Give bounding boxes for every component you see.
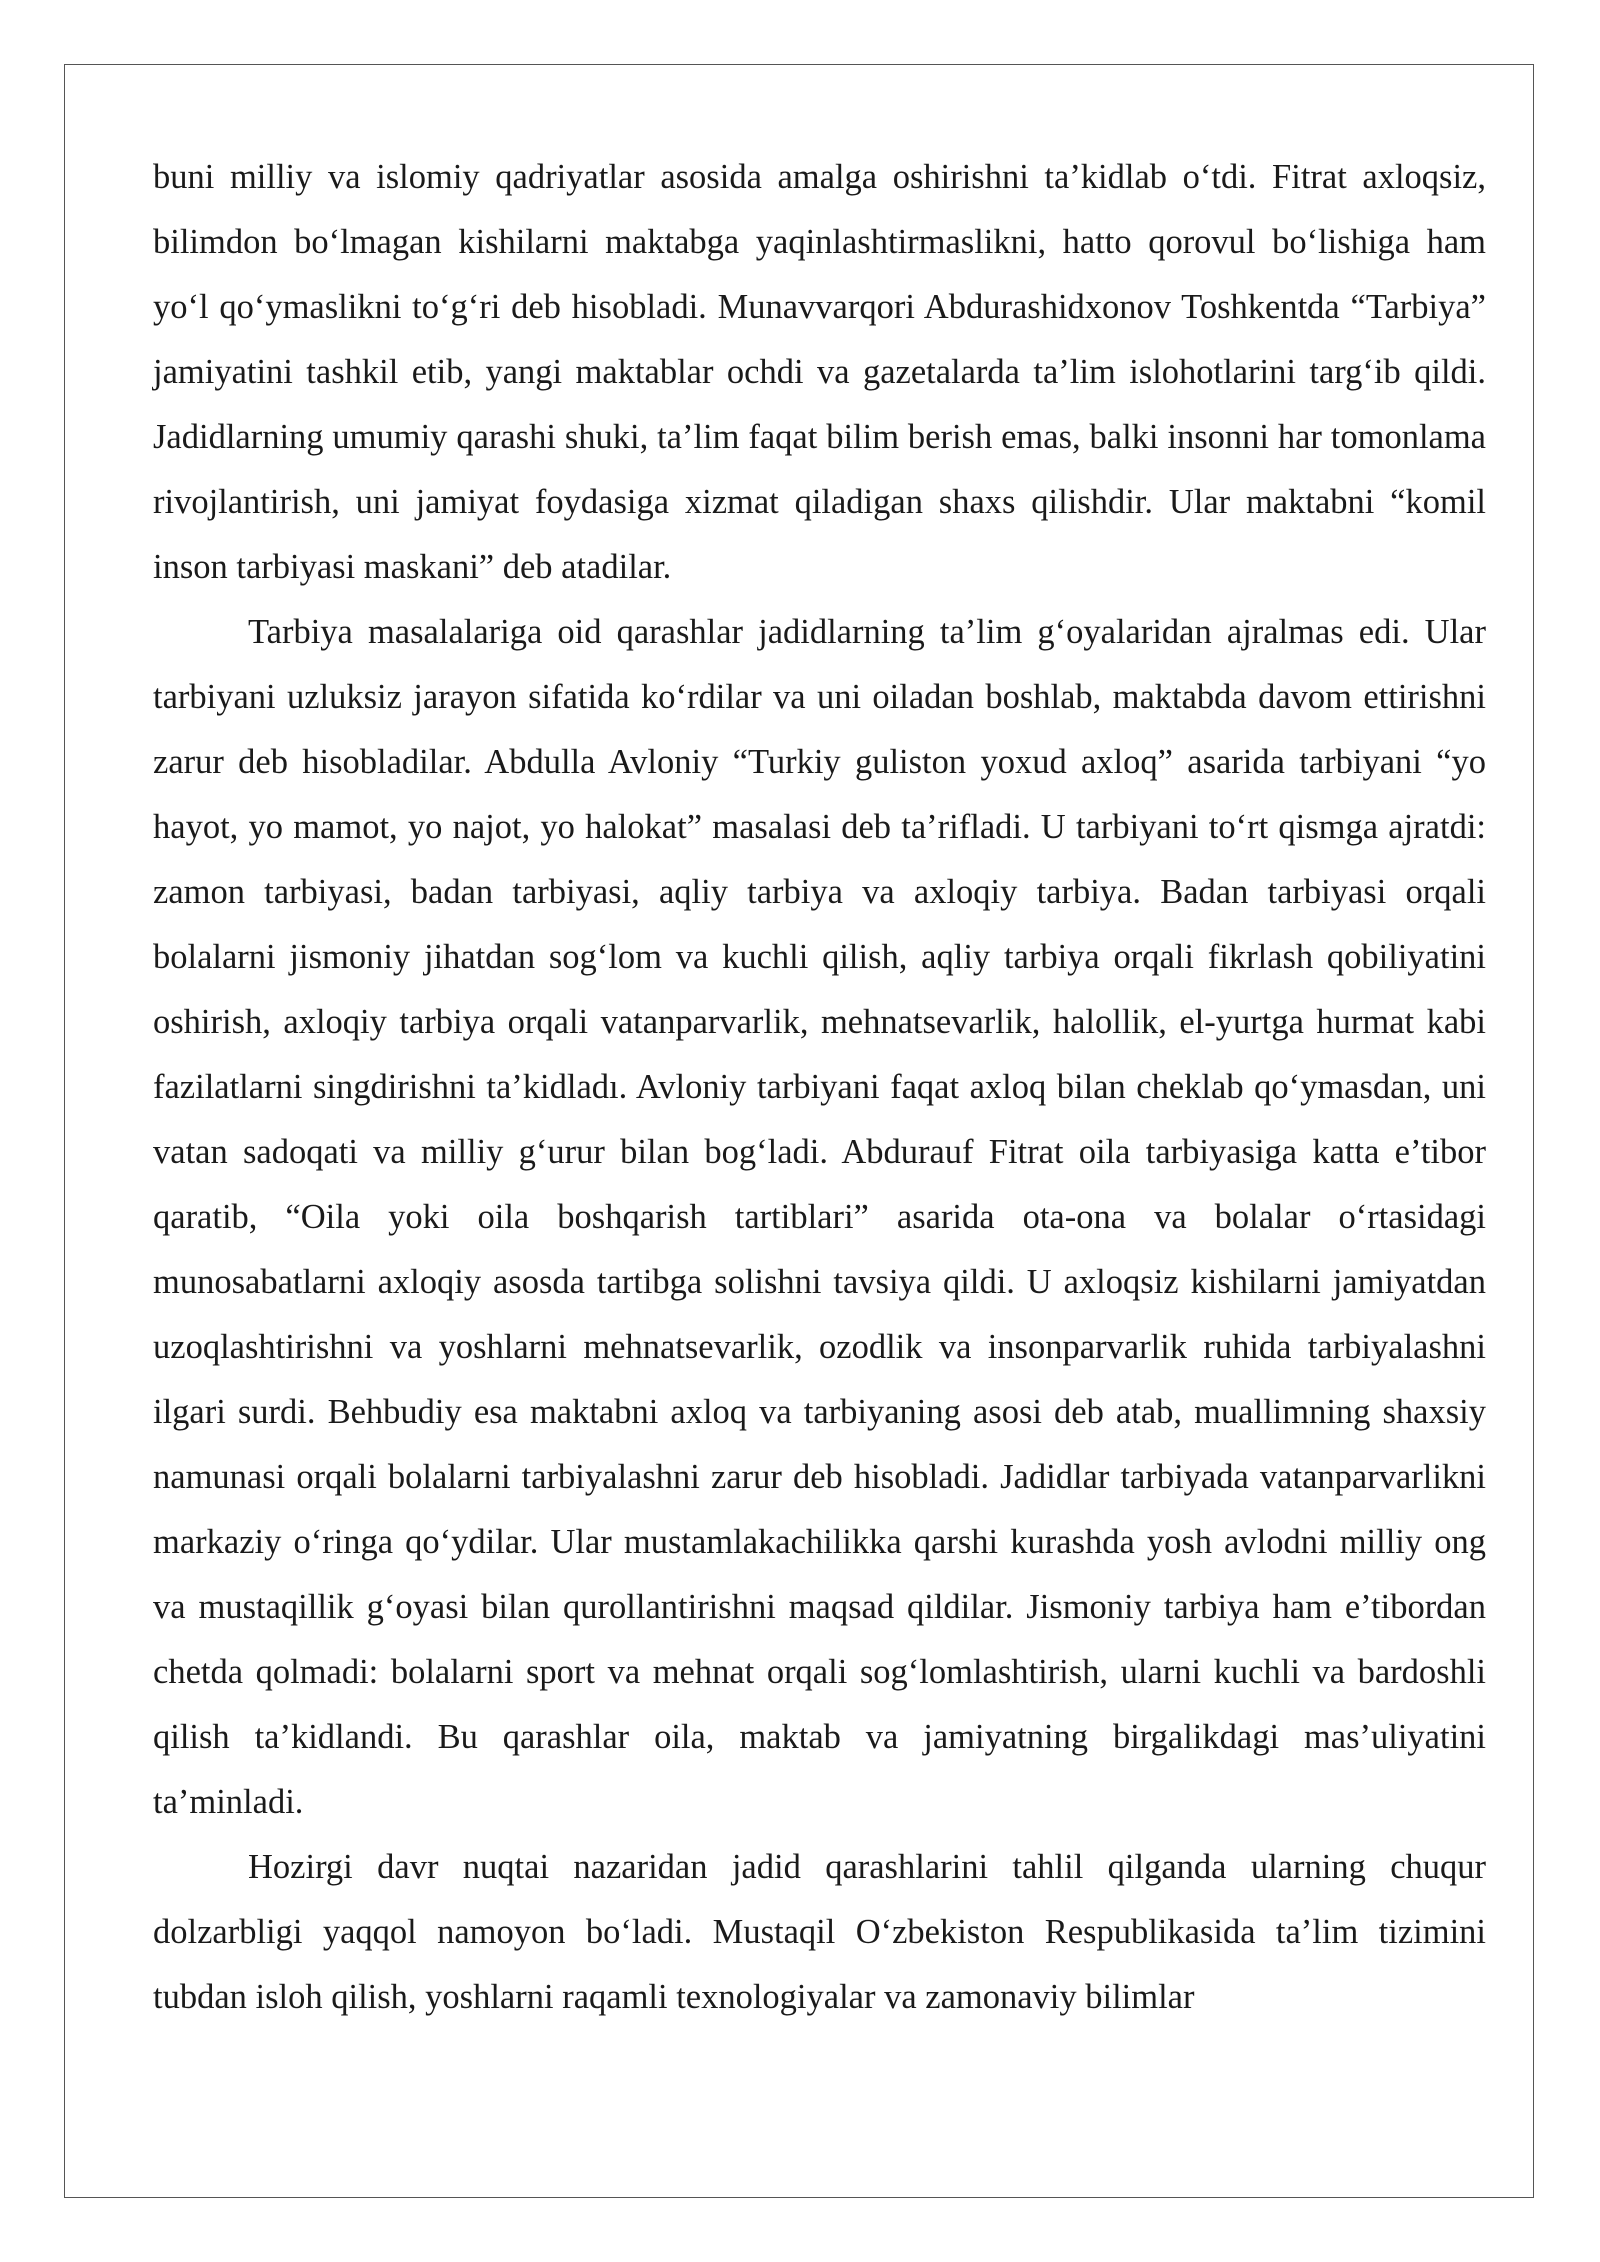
paragraph-2: Tarbiya masalalariga oid qarashlar jadidlarning ta’lim g‘oyalaridan ajralmas edi. Ular tarbiyani uzluksiz jarayon sifatida ko‘rdilar va uni oiladan boshlab, maktabda davom ettirishni zarur deb hisobladilar. Abdulla Avloniy “Turkiy guliston yoxud axloq” asarida tarbiyani “yo hayot, yo mamot, yo najot, yo halokat” masalasi deb ta’rifladi. U tarbiyani to‘rt qismga ajratdi: zamon tarbiyasi, badan tarbiyasi, aqliy tarbiya va axloqiy tarbiya. Badan tarbiyasi orqali bolalarni jismoniy jihatdan sog‘lom va kuchli qilish, aqliy tarbiya orqali fikrlash qobiliyatini oshirish, axloqiy tarbiya orqali vatanparvarlik, mehnatsevarlik, halollik, el-yurtga hurmat kabi fazilatlarni singdirishni ta’kidladı. Avloniy tarbiyani faqat axloq bilan cheklab qo‘ymasdan, uni vatan sadoqati va milliy g‘urur bilan bog‘ladi. Abdurauf Fitrat oila tarbiyasiga katta e’tibor qaratib, “Oila yoki oila boshqarish tartiblari” asarida ota-ona va bolalar o‘rtasidagi munosabatlarni axloqiy asosda tartibga solishni tavsiya qildi. U axloqsiz kishilarni jamiyatdan uzoqlashtirishni va yoshlarni mehnatsevarlik, ozodlik va insonparvarlik ruhida tarbiyalashni ilgari surdi. Behbudiy esa maktabni axloq va tarbiyaning asosi deb atab, muallimning shaxsiy namunasi orqali bolalarni tarbiyalashni zarur deb hisobladi. Jadidlar tarbiyada vatanparvarlikni markaziy o‘ringa qo‘ydilar. Ular mustamlakachilikka qarshi kurashda yosh avlodni milliy ong va mustaqillik g‘oyasi bilan qurollantirishni maqsad qildilar. Jismoniy tarbiya ham e’tibordan chetda qolmadi: bolalarni sport va mehnat orqali sog‘lomlashtirish, ularni kuchli va bardoshli qilish ta’kidlandi. Bu qarashlar oila, maktab va jamiyatning birgalikdagi mas’uliyatini ta’minladi. — [153, 613, 1486, 1821]
paragraph-1: buni milliy va islomiy qadriyatlar asosida amalga oshirishni ta’kidlab o‘tdi. Fitrat axloqsiz, bilimdon bo‘lmagan kishilarni maktabga yaqinlashtirmaslikni, hatto qorovul bo‘lishiga ham yo‘l qo‘ymaslikni to‘g‘ri deb hisobladi. Munavvarqori Abdurashidxonov Toshkentda “Tarbiya” jamiyatini tashkil etib, yangi maktablar ochdi va gazetalarda ta’lim islohotlarini targ‘ib qildi. Jadidlarning umumiy qarashi shuki, ta’lim faqat bilim berish emas, balki insonni har tomonlama rivojlantirish, uni jamiyat foydasiga xizmat qiladigan shaxs qilishdir. Ular maktabni “komil inson tarbiyasi maskani” deb atadilar. — [153, 158, 1486, 586]
document-body — [153, 145, 1486, 2030]
paragraph-3: Hozirgi davr nuqtai nazaridan jadid qarashlarini tahlil qilganda ularning chuqur dolzarbligi yaqqol namoyon bo‘ladi. Mustaqil O‘zbekiston Respublikasida ta’lim tizimini tubdan isloh qilish, yoshlarni raqamli texnologiyalar va zamonaviy bilimlar — [153, 1848, 1486, 2016]
